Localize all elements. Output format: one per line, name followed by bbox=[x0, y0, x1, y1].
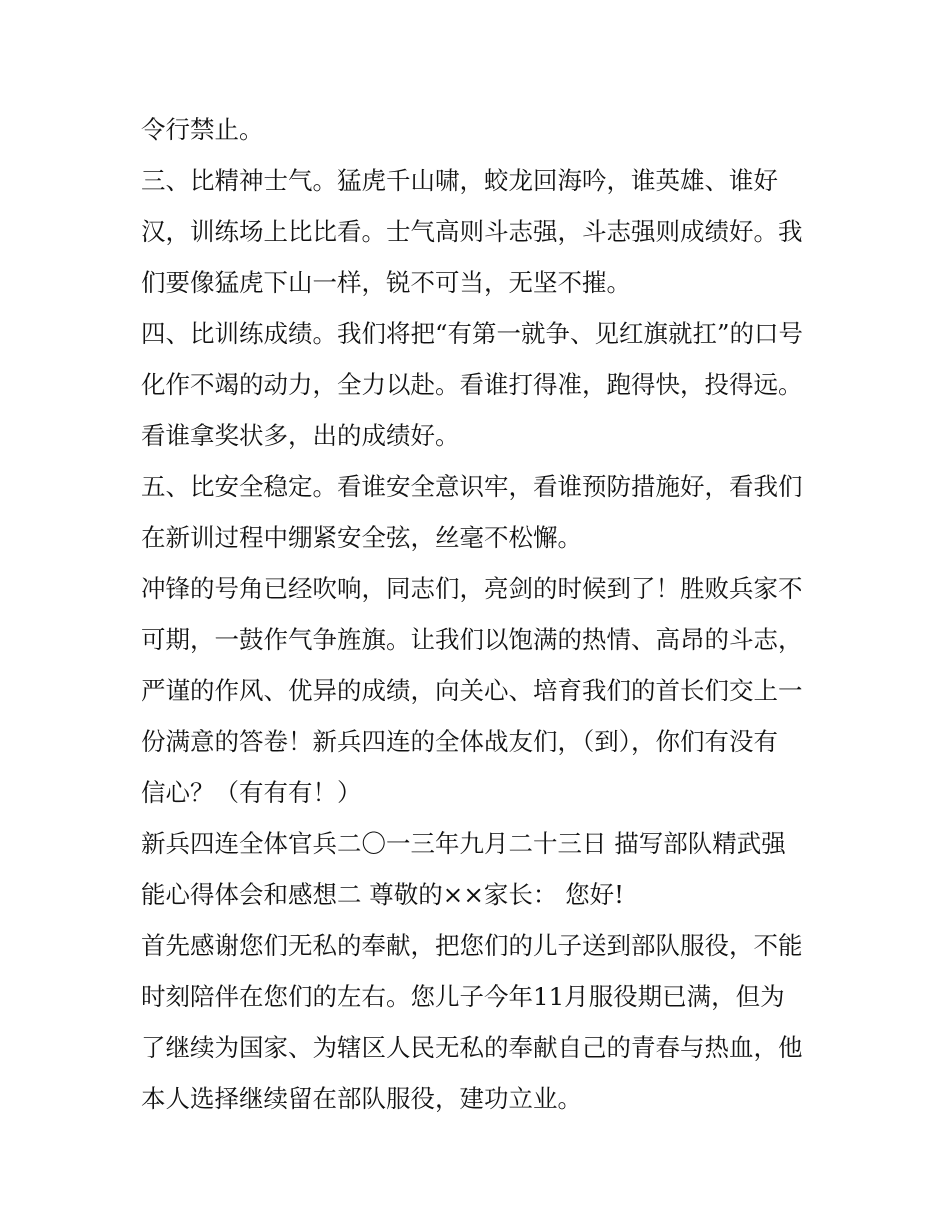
text-line: 令行禁止。 bbox=[141, 115, 264, 144]
text-line: 在新训过程中绷紧安全弦，丝毫不松懈。 bbox=[141, 523, 582, 552]
text-line: 四、比训练成绩。我们将把“有第一就争、见红旗就扛”的口号 bbox=[141, 319, 804, 348]
text-line: 五、比安全稳定。看谁安全意识牢，看谁预防措施好，看我们 bbox=[141, 472, 803, 501]
text-line: 了继续为国家、为辖区人民无私的奉献自己的青春与热血，他 bbox=[141, 1033, 803, 1062]
text-line: 严谨的作风、优异的成绩，向关心、培育我们的首长们交上一 bbox=[141, 676, 803, 705]
text-line: 们要像猛虎下山一样，锐不可当，无坚不摧。 bbox=[141, 268, 631, 297]
text-line: 化作不竭的动力，全力以赴。看谁打得准，跑得快，投得远。 bbox=[141, 370, 803, 399]
document-body bbox=[141, 104, 821, 1124]
text-line: 新兵四连全体官兵二〇一三年九月二十三日 描写部队精武强 bbox=[141, 829, 786, 858]
text-line: 冲锋的号角已经吹响，同志们，亮剑的时候到了！胜败兵家不 bbox=[141, 574, 803, 603]
text-line: 可期，一鼓作气争旌旗。让我们以饱满的热情、高昂的斗志， bbox=[141, 625, 803, 654]
text-line: 份满意的答卷！新兵四连的全体战友们，（到），你们有没有 bbox=[141, 727, 778, 756]
text-line: 三、比精神士气。猛虎千山啸，蛟龙回海吟，谁英雄、谁好 bbox=[141, 166, 778, 195]
text-line: 汉，训练场上比比看。士气高则斗志强，斗志强则成绩好。我 bbox=[141, 217, 803, 246]
text-line: 本人选择继续留在部队服役，建功立业。 bbox=[141, 1084, 582, 1113]
text-line: 首先感谢您们无私的奉献，把您们的儿子送到部队服役，不能 bbox=[141, 931, 803, 960]
text-line: 能心得体会和感想二 尊敬的××家长： 您好! bbox=[141, 880, 624, 909]
text-line: 信心？（有有有！） bbox=[141, 778, 362, 807]
text-line: 看谁拿奖状多，出的成绩好。 bbox=[141, 421, 460, 450]
text-line: 时刻陪伴在您们的左右。您儿子今年11月服役期已满，但为 bbox=[141, 982, 785, 1011]
